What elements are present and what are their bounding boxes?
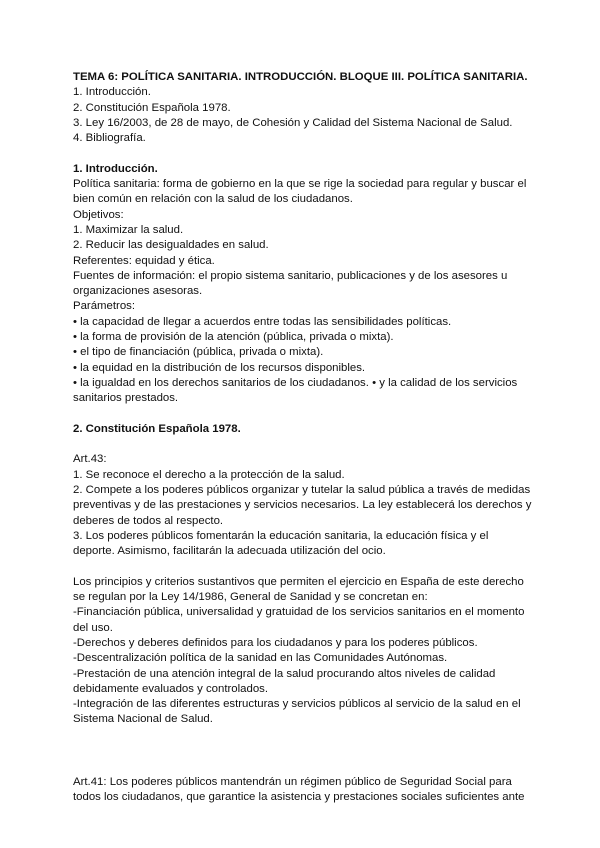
sources-paragraph: Fuentes de información: el propio sistema sanitario, publicaciones y de los asesores u organizaciones asesoras. [73, 269, 508, 298]
article-43-item: 2. Compete a los poderes públicos organizar y tutelar la salud pública a través de medidas preventivas y de las prestaciones y servicios necesarios. La ley establecerá los derechos y deberes de todos al respecto. [73, 484, 532, 527]
article-43-label: Art.43: [73, 453, 107, 466]
section-heading-constitucion: 2. Constitución Española 1978. [73, 422, 241, 435]
principles-intro: Los principios y criterios sustantivos que permiten el ejercicio en España de este derecho se regulan por la Ley 14/1986, General de Sanidad y se concretan en: [73, 575, 524, 604]
principle-item: -Descentralización política de la sanidad en las Comunidades Autónomas. [73, 652, 448, 665]
document-page [73, 70, 533, 806]
param-item: • la forma de provisión de la atención (pública, privada o mixta). [73, 331, 394, 344]
article-43-item: 1. Se reconoce el derecho a la protección de la salud. [73, 468, 345, 481]
index-item: 2. Constitución Española 1978. [73, 101, 231, 114]
param-item: • la equidad en la distribución de los recursos disponibles. [73, 361, 366, 374]
principle-item: -Integración de las diferentes estructuras y servicios públicos al servicio de la salud en el Sistema Nacional de Salud. [73, 698, 521, 726]
objectives-label: Objetivos: [73, 208, 124, 221]
index-item: 1. Introducción. [73, 86, 151, 99]
objective-item: 2. Reducir las desigualdades en salud. [73, 239, 269, 252]
param-item: • la igualdad en los derechos sanitarios de los ciudadanos. • y la calidad de los servicios sanitarios prestados. [73, 376, 518, 405]
principle-item: -Prestación de una atención integral de la salud procurando altos niveles de calidad debidamente evaluados y controlados. [73, 667, 496, 695]
document-title: TEMA 6: POLÍTICA SANITARIA. INTRODUCCIÓN. BLOQUE III. POLÍTICA SANITARIA. [73, 71, 528, 83]
params-label: Parámetros: [73, 300, 136, 313]
param-item: • el tipo de financiación (pública, privada o mixta). [73, 346, 324, 359]
index-item: 4. Bibliografía. [73, 132, 146, 145]
article-41-paragraph: Art.41: Los poderes públicos mantendrán un régimen público de Seguridad Social para todos los ciudadanos, que garantice la asistencia y prestaciones sociales suficientes ante [73, 776, 525, 804]
principle-item: -Derechos y deberes definidos para los ciudadanos y para los poderes públicos. [73, 636, 478, 649]
objective-item: 1. Maximizar la salud. [73, 223, 184, 236]
principle-item: -Financiación pública, universalidad y gratuidad de los servicios sanitarios en el momento del uso. [73, 606, 525, 634]
definition-paragraph: Política sanitaria: forma de gobierno en la que se rige la sociedad para regular y buscar el bien común en relación con la salud de los ciudadanos. [73, 178, 527, 206]
article-43-item: 3. Los poderes públicos fomentarán la educación sanitaria, la educación física y el deporte. Asimismo, facilitarán la adecuada utilización del ocio. [73, 529, 489, 558]
param-item: • la capacidad de llegar a acuerdos entre todas las sensibilidades políticas. [73, 315, 452, 328]
referents-line: Referentes: equidad y ética. [73, 254, 215, 267]
section-heading-introduccion: 1. Introducción. [73, 162, 158, 175]
index-item: 3. Ley 16/2003, de 28 de mayo, de Cohesión y Calidad del Sistema Nacional de Salud. [73, 116, 513, 129]
